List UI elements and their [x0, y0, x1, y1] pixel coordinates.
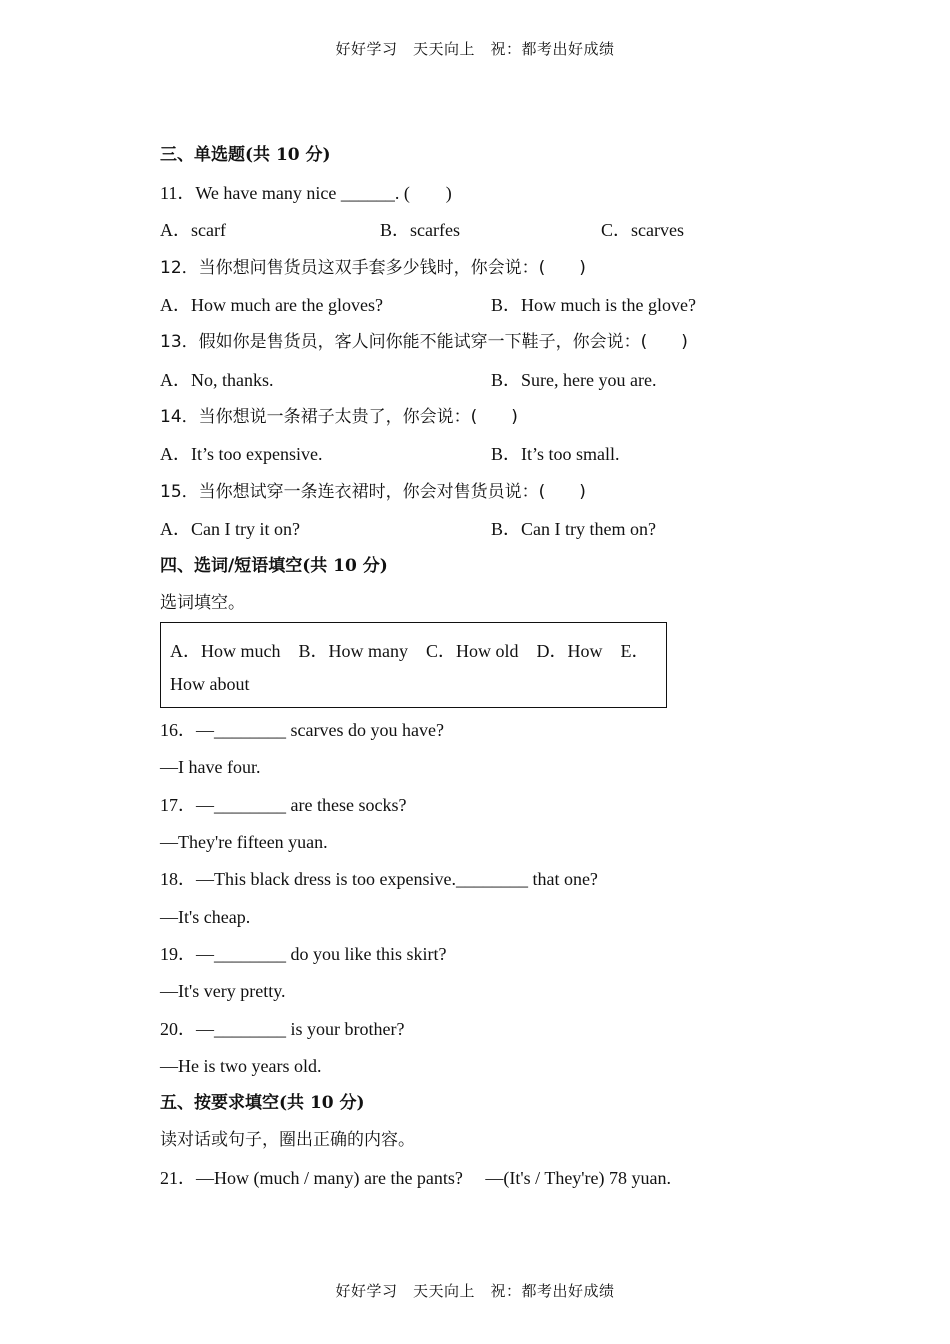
- question-17: 17．—________ are these socks?: [160, 795, 407, 815]
- section-4-instruction: 选词填空。: [160, 593, 245, 613]
- word-bank-line-1: A．How much B．How many C．How old D．How E．: [170, 641, 650, 661]
- page-footer: 好好学习 天天向上 祝：都考出好成绩: [335, 1282, 615, 1300]
- word-bank-line-2: How about: [170, 674, 250, 694]
- question-13-option-a: A．No, thanks.: [160, 370, 274, 390]
- question-11-option-b: B．scarfes: [380, 220, 460, 240]
- question-11-option-c: C．scarves: [601, 220, 684, 240]
- section-title-requirements: 五、按要求填空(共 10 分): [160, 1093, 365, 1113]
- question-18: 18．—This black dress is too expensive.________ that one?: [160, 869, 598, 889]
- section-title-single-choice: 三、单选题(共 10 分): [160, 145, 331, 165]
- answer-20: —He is two years old.: [160, 1056, 322, 1076]
- question-12-option-a: A．How much are the gloves?: [160, 295, 383, 315]
- question-12-option-b: B．How much is the glove?: [491, 295, 696, 315]
- question-14-option-a: A．It’s too expensive.: [160, 444, 323, 464]
- question-19: 19．—________ do you like this skirt?: [160, 944, 447, 964]
- section-title-fill-in: 四、选词/短语填空(共 10 分): [160, 556, 388, 576]
- question-13-option-b: B．Sure, here you are.: [491, 370, 657, 390]
- answer-18: —It's cheap.: [160, 907, 251, 927]
- question-12-stem: 12．当你想问售货员这双手套多少钱时，你会说：( ): [160, 258, 586, 278]
- word-bank-box: [160, 622, 667, 708]
- question-16: 16．—________ scarves do you have?: [160, 720, 444, 740]
- answer-16: —I have four.: [160, 757, 261, 777]
- question-15-stem: 15．当你想试穿一条连衣裙时，你会对售货员说：( ): [160, 482, 586, 502]
- question-21: 21．—How (much / many) are the pants? —(It's / They're) 78 yuan.: [160, 1168, 672, 1188]
- question-20: 20．—________ is your brother?: [160, 1019, 405, 1039]
- question-14-stem: 14．当你想说一条裙子太贵了，你会说：( ): [160, 407, 518, 427]
- question-11-option-a: A．scarf: [160, 220, 226, 240]
- question-13-stem: 13．假如你是售货员，客人问你能不能试穿一下鞋子，你会说：( ): [160, 332, 688, 352]
- question-15-option-b: B．Can I try them on?: [491, 519, 656, 539]
- page-header: 好好学习 天天向上 祝：都考出好成绩: [335, 40, 615, 58]
- question-11-stem: 11．We have many nice ______. ( ): [160, 183, 452, 203]
- question-14-option-b: B．It’s too small.: [491, 444, 620, 464]
- section-5-instruction: 读对话或句子，圈出正确的内容。: [160, 1130, 415, 1150]
- answer-17: —They're fifteen yuan.: [160, 832, 328, 852]
- answer-19: —It's very pretty.: [160, 981, 286, 1001]
- question-15-option-a: A．Can I try it on?: [160, 519, 300, 539]
